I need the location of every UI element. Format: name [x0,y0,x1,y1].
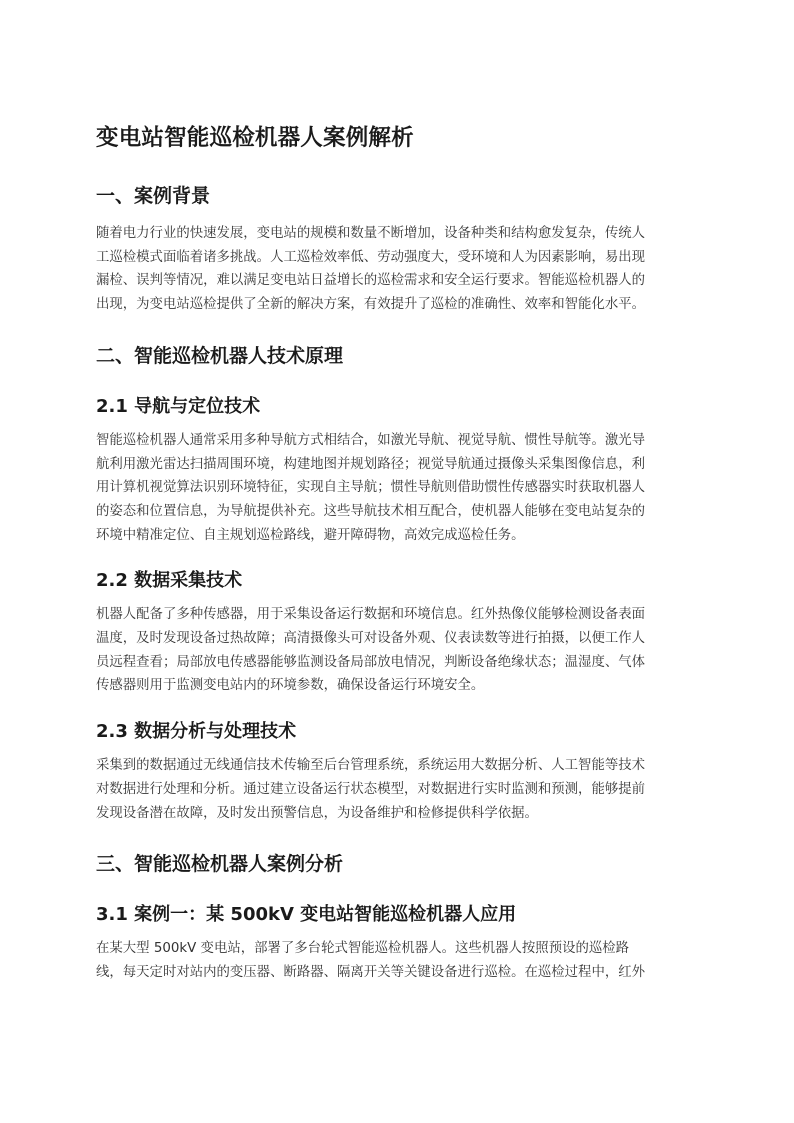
paragraph-line: 温度，及时发现设备过热故障；高清摄像头可对设备外观、仪表读数等进行拍摄，以便工作人 [96,631,646,647]
subsection-heading-data-collection: 2.2 数据采集技术 [96,570,243,592]
paragraph-line: 出现，为变电站巡检提供了全新的解决方案，有效提升了巡检的准确性、效率和智能化水平。 [96,297,646,313]
paragraph-line: 工巡检模式面临着诸多挑战。人工巡检效率低、劳动强度大，受环境和人为因素影响，易出现 [96,249,646,265]
paragraph-line: 环境中精准定位、自主规划巡检路线，避开障碍物，高效完成巡检任务。 [96,527,525,543]
paragraph-line: 员远程查看；局部放电传感器能够监测设备局部放电情况，判断设备绝缘状态；温湿度、气体 [96,654,646,670]
paragraph-line: 发现设备潜在故障，及时发出预警信息，为设备维护和检修提供科学依据。 [96,805,538,821]
paragraph-line: 对数据进行处理和分析。通过建立设备运行状态模型，对数据进行实时监测和预测，能够提前 [96,781,646,797]
section-heading-background: 一、案例背景 [96,185,211,207]
background-paragraph [96,222,698,317]
subsection-heading-case-one: 3.1 案例一：某 500kV 变电站智能巡检机器人应用 [96,904,517,926]
data-analysis-paragraph [96,754,698,825]
paragraph-line: 线，每天定时对站内的变压器、断路器、隔离开关等关键设备进行巡检。在巡检过程中，红外 [96,964,646,980]
paragraph-line: 智能巡检机器人通常采用多种导航方式相结合，如激光导航、视觉导航、惯性导航等。激光导 [96,432,646,448]
section-heading-principles: 二、智能巡检机器人技术原理 [96,344,344,367]
paragraph-line: 传感器则用于监测变电站内的环境参数，确保设备运行环境安全。 [96,678,485,694]
document-title: 变电站智能巡检机器人案例解析 [96,125,414,151]
navigation-paragraph [96,429,698,548]
paragraph-line: 用计算机视觉算法识别环境特征，实现自主导航；惯性导航则借助惯性传感器实时获取机器人 [96,480,646,496]
paragraph-line: 机器人配备了多种传感器，用于采集设备运行数据和环境信息。红外热像仪能够检测设备表面 [96,607,646,623]
subsection-heading-data-analysis: 2.3 数据分析与处理技术 [96,721,297,743]
case-one-paragraph [96,937,698,984]
data-collection-paragraph [96,603,698,698]
paragraph-line: 采集到的数据通过无线通信技术传输至后台管理系统，系统运用大数据分析、人工智能等技术 [96,758,646,774]
subsection-heading-navigation: 2.1 导航与定位技术 [96,395,261,417]
paragraph-line: 随着电力行业的快速发展，变电站的规模和数量不断增加，设备种类和结构愈发复杂，传统人 [96,226,646,241]
paragraph-line: 在某大型 500kV 变电站，部署了多台轮式智能巡检机器人。这些机器人按照预设的巡检路 [96,941,630,957]
paragraph-line: 的姿态和位置信息，为导航提供补充。这些导航技术相互配合，使机器人能够在变电站复杂的 [96,503,646,519]
paragraph-line: 漏检、误判等情况，难以满足变电站日益增长的巡检需求和安全运行要求。智能巡检机器人的 [96,273,646,289]
paragraph-line: 航利用激光雷达扫描周围环境，构建地图并规划路径；视觉导航通过摄像头采集图像信息，利 [96,456,646,472]
section-heading-case-analysis: 三、智能巡检机器人案例分析 [96,853,344,876]
